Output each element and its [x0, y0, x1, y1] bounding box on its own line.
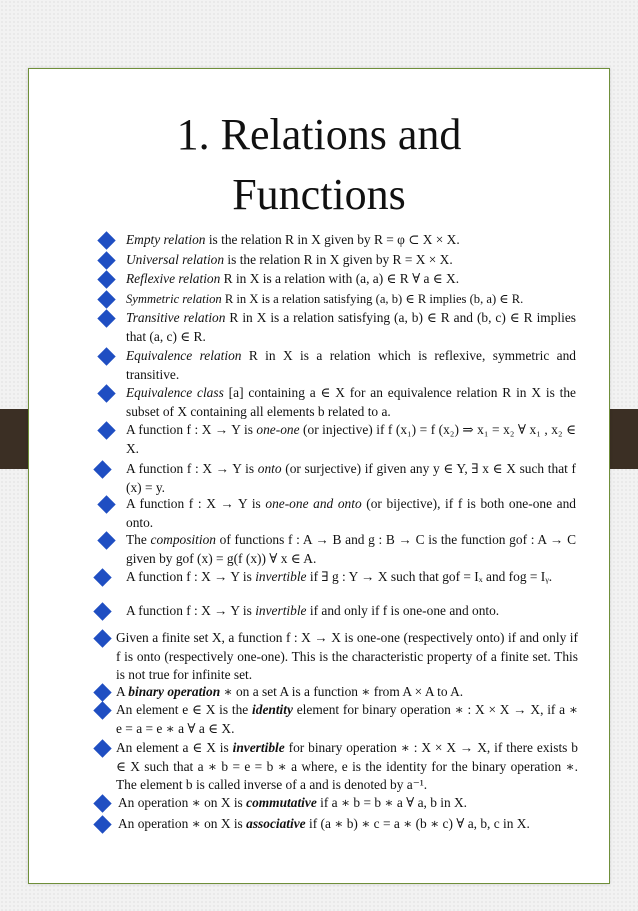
term: Transitive relation: [126, 310, 226, 325]
term: one-one: [256, 422, 300, 437]
term: onto: [257, 461, 282, 476]
term: commutative: [246, 795, 317, 810]
term: Equivalence class: [126, 385, 224, 400]
title-line-1: 1. Relations and: [176, 110, 462, 159]
term: invertible: [255, 603, 307, 618]
term: identity: [252, 702, 293, 717]
term: binary operation: [128, 684, 221, 699]
term: Symmetric relation: [126, 292, 222, 306]
term: composition: [150, 532, 216, 547]
term: Universal relation: [126, 252, 225, 267]
term: invertible: [232, 740, 285, 755]
term: invertible: [255, 569, 307, 584]
term: Reflexive relation: [126, 271, 221, 286]
term: Equivalence relation: [126, 348, 242, 363]
term: one-one and onto: [265, 496, 362, 511]
term: associative: [246, 816, 306, 831]
title-line-2: Functions: [232, 170, 406, 219]
term: Empty relation: [126, 232, 206, 247]
page-title: [29, 105, 609, 225]
